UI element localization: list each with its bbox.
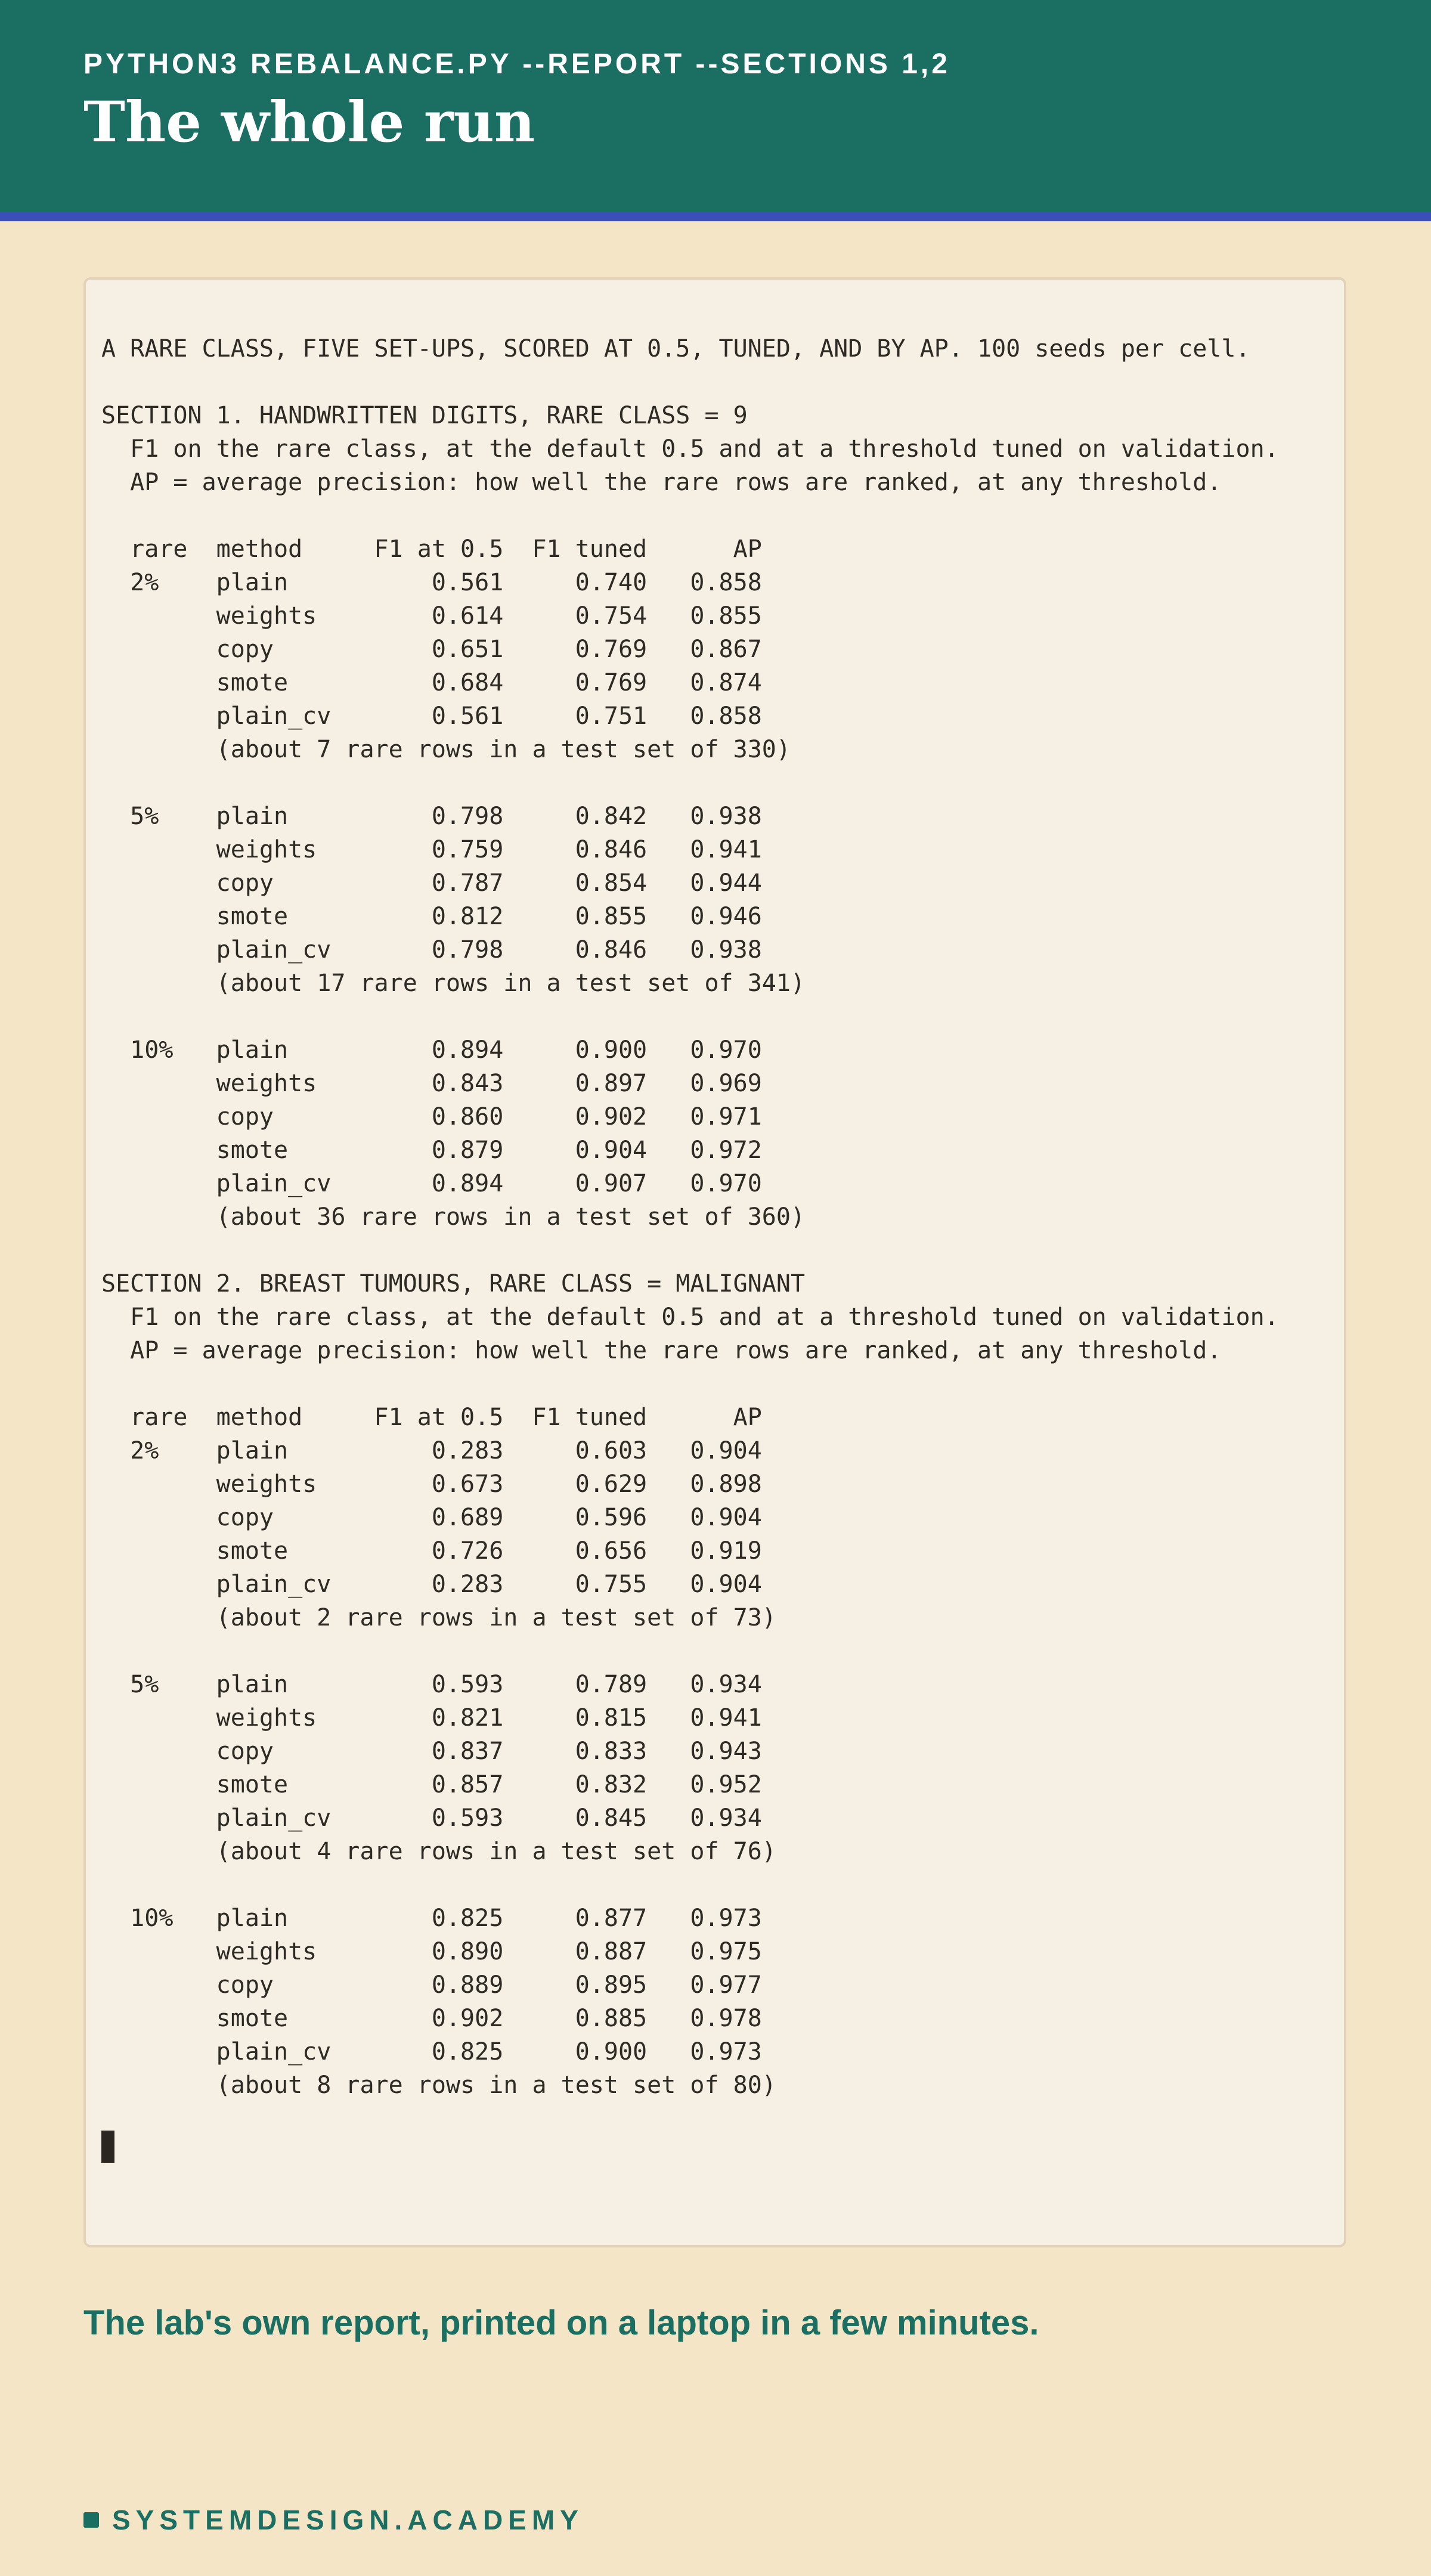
square-icon <box>83 2512 99 2528</box>
terminal-line: (about 2 rare rows in a test set of 73) <box>101 1604 776 1631</box>
terminal-line: copy 0.860 0.902 0.971 <box>101 1103 762 1131</box>
terminal-line: smote 0.726 0.656 0.919 <box>101 1537 762 1565</box>
terminal-line: plain_cv 0.561 0.751 0.858 <box>101 702 762 730</box>
terminal-window[interactable] <box>83 277 1346 2247</box>
terminal-line: smote 0.684 0.769 0.874 <box>101 669 762 696</box>
terminal-line: AP = average precision: how well the rare rows are ranked, at any threshold. <box>101 1337 1222 1364</box>
terminal-line: SECTION 1. HANDWRITTEN DIGITS, RARE CLASS = 9 <box>101 402 748 429</box>
terminal-line <box>101 1000 1279 1033</box>
terminal-line <box>101 366 1279 399</box>
terminal-line: smote 0.879 0.904 0.972 <box>101 1137 762 1164</box>
page-title: The whole run <box>83 89 535 155</box>
terminal-line: weights 0.843 0.897 0.969 <box>101 1070 762 1097</box>
terminal-line: copy 0.689 0.596 0.904 <box>101 1504 762 1531</box>
terminal-line: 5% plain 0.593 0.789 0.934 <box>101 1671 762 1698</box>
terminal-line: copy 0.837 0.833 0.943 <box>101 1738 762 1765</box>
terminal-line: weights 0.614 0.754 0.855 <box>101 602 762 630</box>
terminal-line <box>101 499 1279 532</box>
terminal-line: weights 0.759 0.846 0.941 <box>101 836 762 863</box>
terminal-line: plain_cv 0.894 0.907 0.970 <box>101 1170 762 1197</box>
terminal-line: plain_cv 0.798 0.846 0.938 <box>101 936 762 964</box>
terminal-line <box>101 766 1279 800</box>
terminal-line: AP = average precision: how well the rare rows are ranked, at any threshold. <box>101 469 1222 496</box>
terminal-line: rare method F1 at 0.5 F1 tuned AP <box>101 1404 762 1431</box>
terminal-line: 5% plain 0.798 0.842 0.938 <box>101 803 762 830</box>
terminal-line: (about 7 rare rows in a test set of 330) <box>101 736 791 763</box>
terminal-line: (about 8 rare rows in a test set of 80) <box>101 2072 776 2099</box>
terminal-line: smote 0.902 0.885 0.978 <box>101 2005 762 2032</box>
brand-name: SYSTEMDESIGN.ACADEMY <box>112 2504 584 2535</box>
terminal-output <box>101 332 1279 2102</box>
terminal-line: copy 0.787 0.854 0.944 <box>101 869 762 897</box>
terminal-line <box>101 1367 1279 1401</box>
terminal-line: smote 0.812 0.855 0.946 <box>101 903 762 930</box>
terminal-line: (about 17 rare rows in a test set of 341) <box>101 970 806 997</box>
terminal-cursor <box>101 2131 114 2163</box>
terminal-line: 10% plain 0.825 0.877 0.973 <box>101 1905 762 1932</box>
terminal-line <box>101 1234 1279 1267</box>
terminal-line: 2% plain 0.283 0.603 0.904 <box>101 1437 762 1465</box>
terminal-line: F1 on the rare class, at the default 0.5 and at a threshold tuned on validation. <box>101 435 1279 463</box>
terminal-line: weights 0.673 0.629 0.898 <box>101 1470 762 1498</box>
footer-brand <box>83 2503 584 2537</box>
terminal-line: plain_cv 0.825 0.900 0.973 <box>101 2038 762 2066</box>
terminal-line: F1 on the rare class, at the default 0.5 and at a threshold tuned on validation. <box>101 1304 1279 1331</box>
caption: The lab's own report, printed on a laptop in a few minutes. <box>83 2303 1039 2342</box>
command-line: PYTHON3 REBALANCE.PY --REPORT --SECTIONS 1,2 <box>83 48 950 80</box>
terminal-line: weights 0.821 0.815 0.941 <box>101 1704 762 1732</box>
terminal-line: A RARE CLASS, FIVE SET-UPS, SCORED AT 0.5, TUNED, AND BY AP. 100 seeds per cell. <box>101 335 1250 363</box>
terminal-line: (about 36 rare rows in a test set of 360) <box>101 1203 806 1231</box>
header-bar <box>0 0 1431 212</box>
terminal-line: smote 0.857 0.832 0.952 <box>101 1771 762 1798</box>
terminal-line: 2% plain 0.561 0.740 0.858 <box>101 569 762 596</box>
terminal-line: 10% plain 0.894 0.900 0.970 <box>101 1036 762 1064</box>
terminal-line: rare method F1 at 0.5 F1 tuned AP <box>101 535 762 563</box>
terminal-line: (about 4 rare rows in a test set of 76) <box>101 1838 776 1865</box>
terminal-line: plain_cv 0.593 0.845 0.934 <box>101 1804 762 1832</box>
header-accent-stripe <box>0 212 1431 221</box>
terminal-line: copy 0.651 0.769 0.867 <box>101 636 762 663</box>
terminal-line: copy 0.889 0.895 0.977 <box>101 1971 762 1999</box>
terminal-line: weights 0.890 0.887 0.975 <box>101 1938 762 1965</box>
terminal-line <box>101 1868 1279 1902</box>
terminal-line: SECTION 2. BREAST TUMOURS, RARE CLASS = MALIGNANT <box>101 1270 806 1298</box>
terminal-line <box>101 1634 1279 1668</box>
terminal-line: plain_cv 0.283 0.755 0.904 <box>101 1571 762 1598</box>
